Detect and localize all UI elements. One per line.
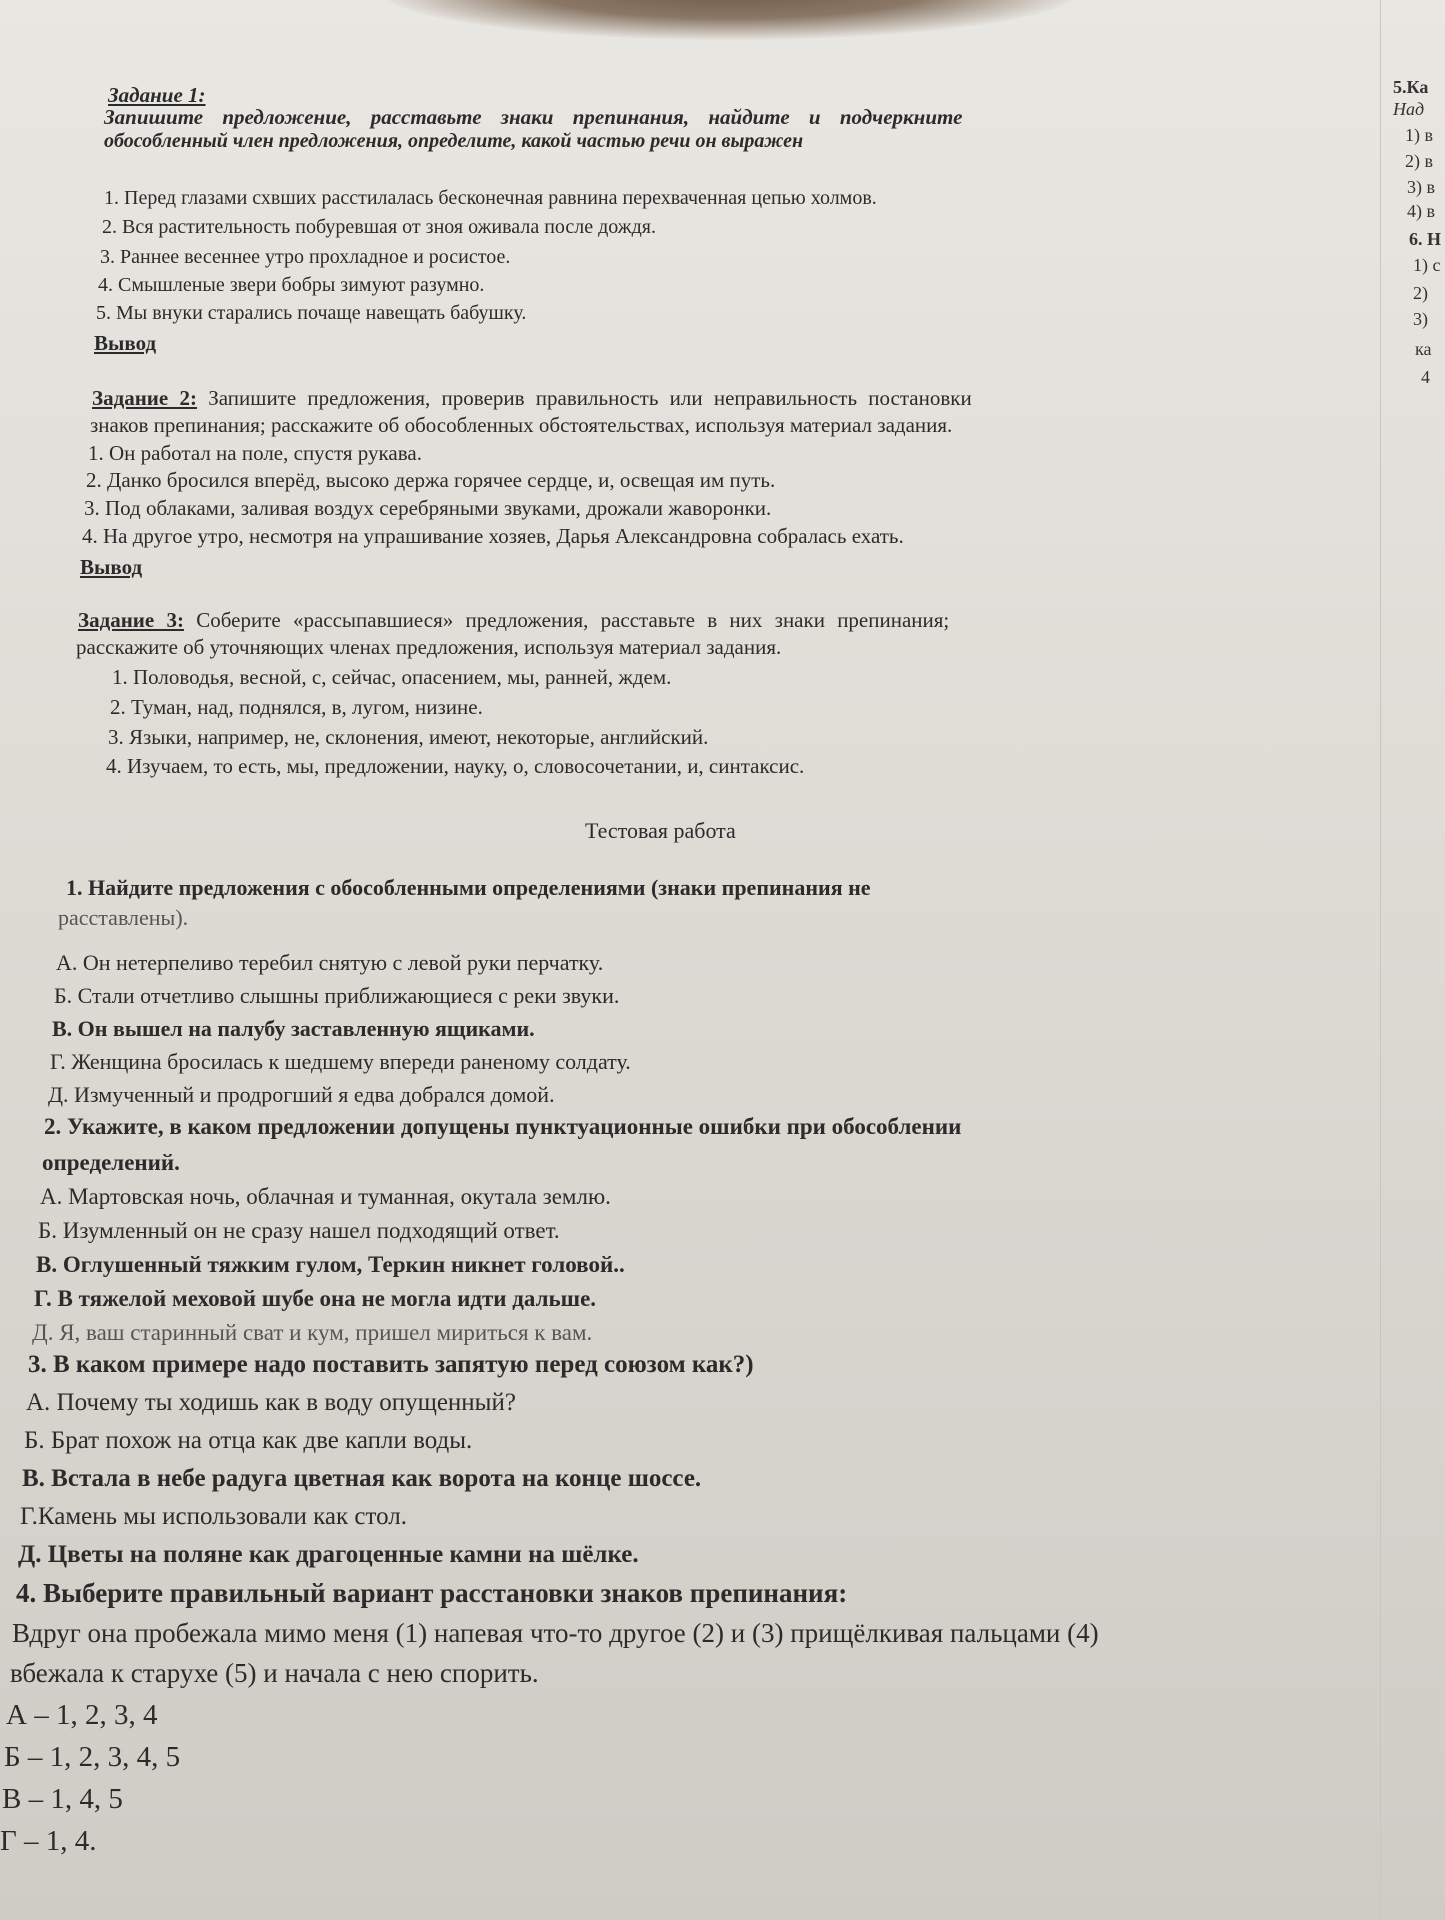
task3-title: Задание 3: xyxy=(78,608,184,632)
q3-option-d: Г.Камень мы использовали как стол. xyxy=(20,1503,408,1530)
task2-item-1: 1. Он работал на поле, спустя рукава. xyxy=(88,441,422,465)
task1-item-4: 4. Смышленые звери бобры зимуют разумно. xyxy=(98,274,485,296)
q2-option-b: Б. Изумленный он не сразу нашел подходящий ответ. xyxy=(38,1218,560,1243)
q4-sentence-line1: Вдруг она пробежала мимо меня (1) напевая что-то другое (2) и (3) прищёлкивая пальцами (4) xyxy=(12,1618,1099,1648)
q2-option-e: Д. Я, ваш старинный сват и кум, пришел мириться к вам. xyxy=(32,1320,593,1345)
q3-line1: 3. В каком примере надо поставить запятую перед союзом как?) xyxy=(28,1351,754,1378)
side-line-10: 3) xyxy=(1413,309,1428,329)
task3-heading-line1 xyxy=(78,607,949,633)
q4-sentence-line2: вбежала к старухе (5) и начала с нею спорить. xyxy=(10,1658,539,1688)
side-line-11: ка xyxy=(1415,339,1432,359)
task1-item-1: 1. Перед глазами схвших расстилалась бесконечная равнина перехваченная цепью холмов. xyxy=(104,187,877,209)
q1-option-b: Б. Стали отчетливо слышны приближающиеся с реки звуки. xyxy=(54,983,620,1008)
task3-item-2: 2. Туман, над, поднялся, в, лугом, низине. xyxy=(110,695,483,719)
q3-option-b: Б. Брат похож на отца как две капли воды. xyxy=(24,1427,473,1454)
side-line-7: 6. Н xyxy=(1409,229,1442,249)
q4-option-d: Г – 1, 4. xyxy=(0,1825,97,1857)
test-title: Тестовая работа xyxy=(585,818,736,843)
task2-instruction-line2: знаков препинания; расскажите об обособленных обстоятельствах, используя материал задания. xyxy=(90,413,953,437)
q1-option-a: А. Он нетерпеливо теребил снятую с левой руки перчатку. xyxy=(56,950,604,975)
task1-instruction-line2: обособленный член предложения, определите, какой частью речи он выражен xyxy=(104,130,804,152)
task3-instruction-line2: расскажите об уточняющих членах предложения, используя материал задания. xyxy=(76,635,782,659)
q4-line1: 4. Выберите правильный вариант расстановки знаков препинания: xyxy=(16,1578,848,1608)
task3-item-1: 1. Половодья, весной, с, сейчас, опасением, мы, ранней, ждем. xyxy=(112,665,672,689)
q1-option-c: В. Он вышел на палубу заставленную ящиками. xyxy=(52,1016,535,1041)
side-page xyxy=(1380,0,1445,1920)
q1-option-d: Г. Женщина бросилась к шедшему впереди раненому солдату. xyxy=(50,1049,631,1074)
q3-option-a: А. Почему ты ходишь как в воду опущенный? xyxy=(26,1389,516,1416)
task2-heading-line1 xyxy=(92,385,972,411)
q1-line1: 1. Найдите предложения с обособленными определениями (знаки препинания не xyxy=(66,875,871,900)
q1-option-e: Д. Измученный и продрогший я едва добрался домой. xyxy=(48,1082,555,1107)
side-line-2: Над xyxy=(1393,99,1425,119)
side-line-6: 4) в xyxy=(1407,201,1435,221)
task1-instruction-line1: Запишите предложение, расставьте знаки препинания, найдите и подчеркните xyxy=(104,105,963,129)
task3-item-4: 4. Изучаем, то есть, мы, предложении, науку, о, словосочетании, и, синтаксис. xyxy=(106,754,805,778)
q4-option-a: А – 1, 2, 3, 4 xyxy=(6,1699,158,1731)
q2-option-c: В. Оглушенный тяжким гулом, Теркин никнет головой.. xyxy=(36,1252,625,1277)
task2-conclusion: Вывод xyxy=(80,555,143,579)
q2-line1: 2. Укажите, в каком предложении допущены пунктуационные ошибки при обособлении xyxy=(44,1114,962,1139)
side-line-3: 1) в xyxy=(1405,125,1433,145)
task1-item-2: 2. Вся растительность побуревшая от зноя оживала после дождя. xyxy=(102,216,657,238)
q3-option-c: В. Встала в небе радуга цветная как ворота на конце шоссе. xyxy=(22,1465,702,1492)
task1-item-5: 5. Мы внуки старались почаще навещать бабушку. xyxy=(96,302,527,324)
task2-item-3: 3. Под облаками, заливая воздух серебряными звуками, дрожали жаворонки. xyxy=(84,496,772,520)
task2-item-2: 2. Данко бросился вперёд, высоко держа горячее сердце, и, освещая им путь. xyxy=(86,468,776,492)
task1-item-3: 3. Раннее весеннее утро прохладное и росистое. xyxy=(100,246,511,268)
side-line-1: 5.Ка xyxy=(1393,77,1429,97)
task1-conclusion: Вывод xyxy=(94,331,157,355)
task2-title: Задание 2: xyxy=(92,386,197,410)
side-line-5: 3) в xyxy=(1407,177,1435,197)
side-line-8: 1) с xyxy=(1413,255,1441,275)
q4-option-b: Б – 1, 2, 3, 4, 5 xyxy=(4,1741,181,1773)
task1-title: Задание 1: xyxy=(108,83,206,107)
side-line-4: 2) в xyxy=(1405,151,1433,171)
q1-line2: расставлены). xyxy=(58,905,189,930)
q2-option-a: А. Мартовская ночь, облачная и туманная, окутала землю. xyxy=(40,1184,611,1209)
side-line-12: 4 xyxy=(1421,367,1430,387)
task3-item-3: 3. Языки, например, не, склонения, имеют, некоторые, английский. xyxy=(108,725,709,749)
q3-option-e: Д. Цветы на поляне как драгоценные камни на шёлке. xyxy=(18,1541,639,1568)
q2-option-d: Г. В тяжелой меховой шубе она не могла идти дальше. xyxy=(34,1286,597,1311)
task3-instruction-line1: Соберите «рассыпавшиеся» предложения, расставьте в них знаки препинания; xyxy=(196,608,950,632)
side-line-9: 2) xyxy=(1413,283,1428,303)
task2-item-4: 4. На другое утро, несмотря на упрашивание хозяев, Дарья Александровна собралась ехать. xyxy=(82,524,904,548)
q2-line2: определений. xyxy=(42,1150,180,1175)
task2-instruction-line1: Запишите предложения, проверив правильность или неправильность постановки xyxy=(208,386,972,410)
q4-option-c: В – 1, 4, 5 xyxy=(2,1783,123,1815)
